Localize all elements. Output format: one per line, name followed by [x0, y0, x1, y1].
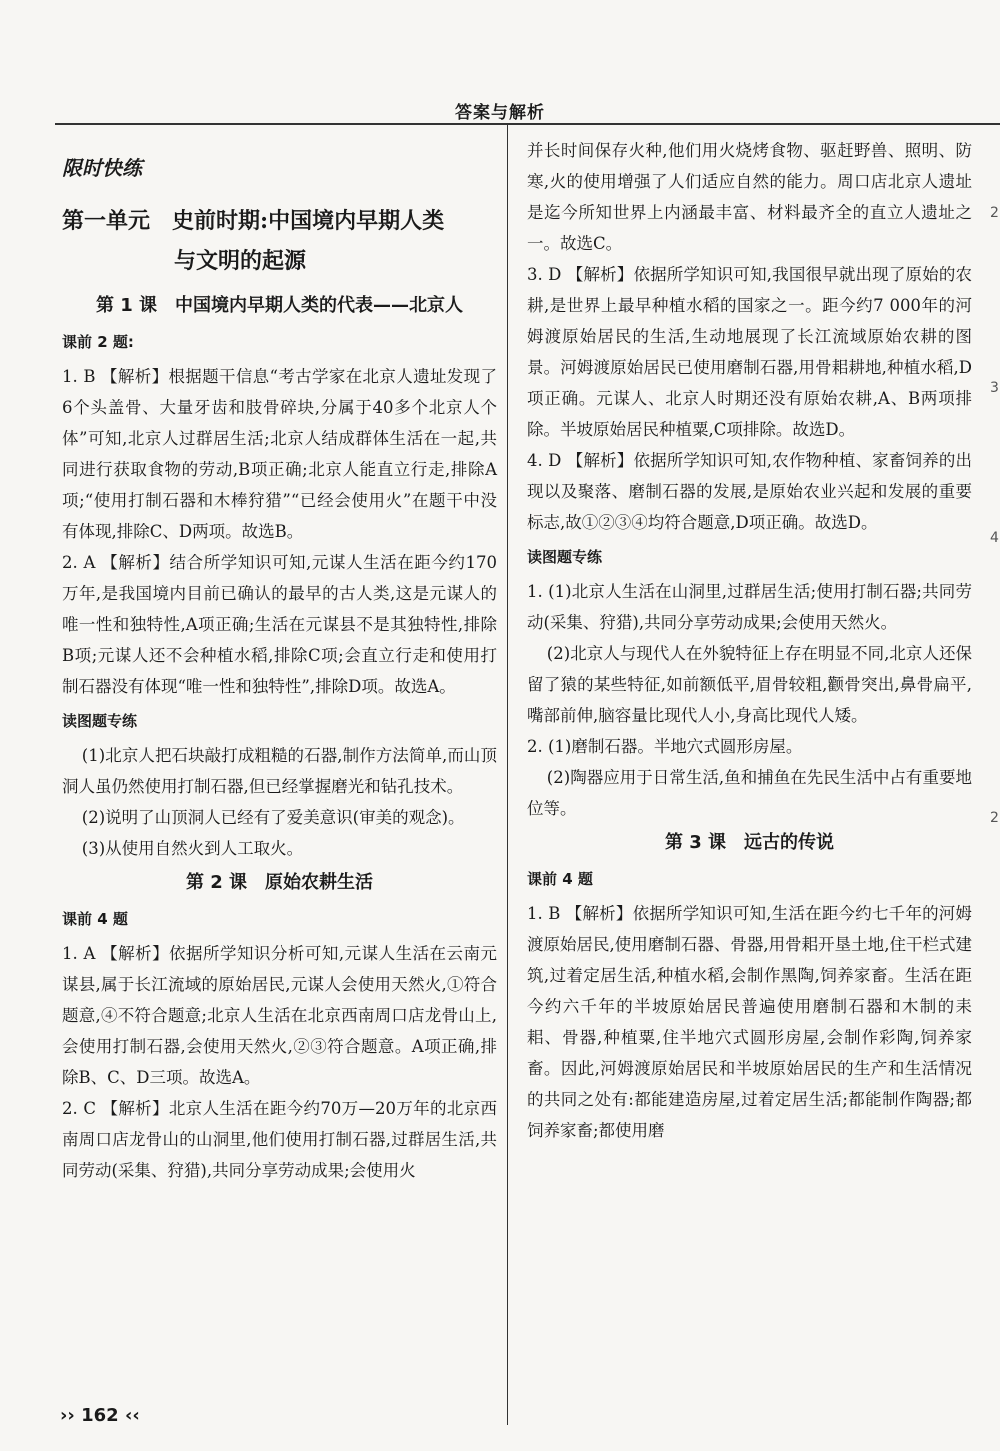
reading-heading: 读图题专练 [62, 712, 138, 730]
unit-title [62, 201, 497, 281]
edge-mark: 2 [990, 810, 999, 826]
lesson-3-title: 第 3 课 远古的传说 [664, 832, 835, 853]
answer-item: 1. B 【解析】依据所学知识可知,生活在距今约七千年的河姆渡原始居民,使用磨制石器、骨器,用骨耜开垦土地,住干栏式建筑,过着定居生活,种植水稻,会制作黑陶,饲养家畜。生活在距今约六千年的半坡原始居民普遍使用磨制石器和木制的耒耜、骨器,种植粟,住半地穴式圆形房屋,会制作彩陶,饲养家畜。因此,河姆渡原始居民和半坡原始居民的生产和生活情况的共同之处有:都能建造房屋,过着定居生活;都能制作陶器;都饲养家畜;都使用磨 [527, 904, 972, 1140]
answer-item: (2)说明了山顶洞人已经有了爱美意识(审美的观念)。 [81, 808, 465, 827]
page-header-title: 答案与解析 [455, 103, 545, 123]
reading-heading: 读图题专练 [527, 548, 603, 566]
answer-item: (1)北京人把石块敲打成粗糙的石器,制作方法简单,而山顶洞人虽仍然使用打制石器,但已经掌握磨光和钻孔技术。 [62, 746, 497, 796]
pre-class-heading: 课前 4 题 [62, 910, 128, 928]
answer-item: 1. B 【解析】根据题干信息“考古学家在北京人遗址发现了6个头盖骨、大量牙齿和肢骨碎块,分属于40多个北京人个体”可知,北京人过群居生活;北京人结成群体生活在一起,共同进行获取食物的劳动,B项正确;北京人能直立行走,排除A项;“使用打制石器和木棒狩猎”“已经会使用火”在题干中没有体现,排除C、D两项。故选B。 [62, 367, 497, 541]
answer-item: 4. D 【解析】依据所学知识可知,农作物种植、家畜饲养的出现以及聚落、磨制石器的发展,是原始农业兴起和发展的重要标志,故①②③④均符合题意,D项正确。故选D。 [527, 451, 972, 532]
answer-item: 3. D 【解析】依据所学知识可知,我国很早就出现了原始的农耕,是世界上最早种植水稻的国家之一。距今约7 000年的河姆渡原始居民的生活,生动地展现了长江流域原始农耕的图景。河姆渡原始居民已使用磨制石器,用骨耜耕地,种植水稻,D项正确。元谋人、北京人时期还没有原始农耕,A、B两项排除。半坡原始居民种植粟,C项排除。故选D。 [527, 265, 972, 439]
pre-class-heading: 课前 4 题 [527, 870, 593, 888]
section-label: 限时快练 [62, 156, 142, 180]
pre-class-heading: 课前 2 题: [62, 333, 134, 351]
answer-item: (2)陶器应用于日常生活,鱼和捕鱼在先民生活中占有重要地位等。 [527, 768, 972, 818]
unit-title-line1: 第一单元 史前时期:中国境内早期人类 [62, 208, 445, 234]
answer-item: 1. (1)北京人生活在山洞里,过群居生活;使用打制石器;共同劳动(采集、狩猎),共同分享劳动成果;会使用天然火。 [527, 582, 972, 632]
answer-item: (3)从使用自然火到人工取火。 [81, 839, 304, 858]
unit-title-line2: 与文明的起源 [174, 248, 307, 274]
header-rule [55, 123, 1000, 125]
lesson-1-title: 第 1 课 中国境内早期人类的代表——北京人 [95, 295, 464, 316]
answer-item: 2. (1)磨制石器。半地穴式圆形房屋。 [527, 737, 803, 756]
edge-mark: 3 [990, 380, 999, 396]
answer-item: (2)北京人与现代人在外貌特征上存在明显不同,北京人还保留了猿的某些特征,如前额低平,眉骨较粗,颧骨突出,鼻骨扁平,嘴部前伸,脑容量比现代人小,身高比现代人矮。 [527, 644, 972, 725]
answer-item: 1. A 【解析】依据所学知识分析可知,元谋人生活在云南元谋县,属于长江流域的原始居民,元谋人会使用天然火,①符合题意,④不符合题意;北京人生活在北京西南周口店龙骨山上,会使用打制石器,会使用天然火,②③符合题意。A项正确,排除B、C、D三项。故选A。 [62, 944, 497, 1087]
answer-item: 2. A 【解析】结合所学知识可知,元谋人生活在距今约170万年,是我国境内目前已确认的最早的古人类,这是元谋人的唯一性和独特性,A项正确;生活在元谋县不是其独特性,排除B项;元谋人还不会种植水稻,排除C项;会直立行走和使用打制石器没有体现“唯一性和独特性”,排除D项。故选A。 [62, 553, 497, 696]
edge-mark: 4 [990, 530, 999, 546]
answer-item: 2. C 【解析】北京人生活在距今约70万—20万年的北京西南周口店龙骨山的山洞里,他们使用打制石器,过群居生活,共同劳动(采集、狩猎),共同分享劳动成果;会使用火 [62, 1099, 497, 1180]
page-number: ›› 162 ‹‹ [60, 1405, 140, 1426]
edge-mark: 2 [990, 205, 999, 221]
column-divider [507, 125, 508, 1425]
right-column [527, 135, 972, 1146]
left-column [62, 135, 497, 1186]
lesson-2-title: 第 2 课 原始农耕生活 [185, 872, 374, 893]
answer-continuation: 并长时间保存火种,他们用火烧烤食物、驱赶野兽、照明、防寒,火的使用增强了人们适应自然的能力。周口店北京人遗址是迄今所知世界上内涵最丰富、材料最齐全的直立人遗址之一。故选C。 [527, 141, 972, 253]
